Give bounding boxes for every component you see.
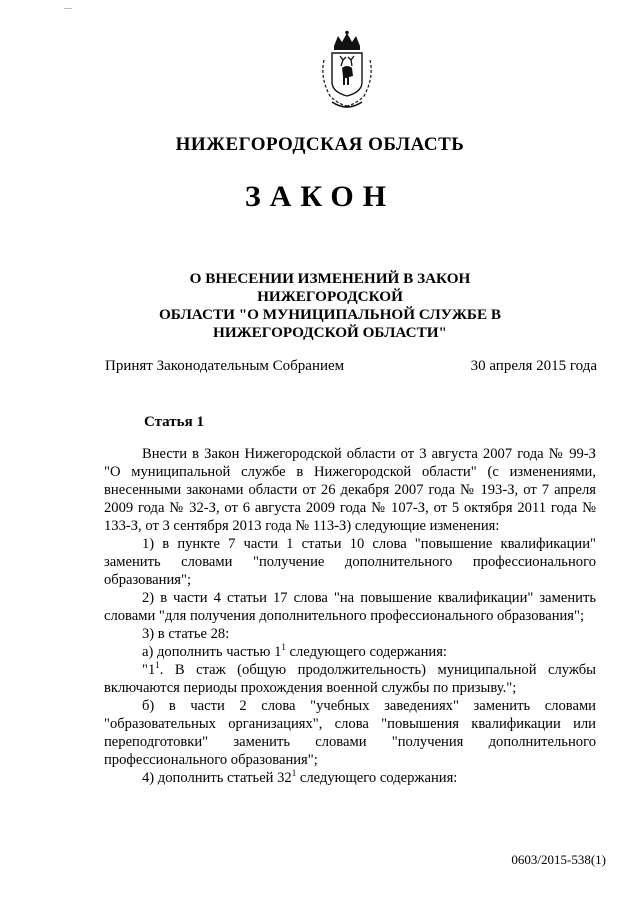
item-4-text: 4) дополнить статьей 32 [142,770,292,786]
paragraph-item-4 [104,769,596,787]
law-title-line: ОБЛАСТИ "О МУНИЦИПАЛЬНОЙ СЛУЖБЕ В [158,306,502,323]
document-number: 0603/2015-538(1) [511,852,606,867]
coat-of-arms-icon [312,30,382,116]
adoption-date: 30 апреля 2015 года [470,358,597,374]
item-3a-tail: следующего содержания: [285,644,447,660]
adoption-line [105,358,597,375]
article-body [104,445,596,787]
paragraph-intro: Внести в Закон Нижегородской области от 3 августа 2007 года № 99-З "О муниципальной службе в Нижегородской области" (с изменениями, внесенными законами области от 26 декабря 2007 года № 193-З, от 7 апреля 2009 года № 32-З, от 6 августа 2009 года № 107-З, от 5 октября 2011 года № 133-З, от 3 сентября 2013 года № 113-З) следующие изменения: [104,446,596,534]
item-4-tail: следующего содержания: [296,770,458,786]
paragraph-item-3: 3) в статье 28: [142,626,230,642]
paragraph-item-2: 2) в части 4 статьи 17 слова "на повышение квалификации" заменить словами "для получения дополнительного профессионального образования"; [104,590,596,624]
superscript: 1 [155,660,160,670]
superscript: 1 [291,768,297,778]
adopted-by: Принят Законодательным Собранием [105,358,345,374]
item-3a-text: а) дополнить частью 1 [142,644,282,660]
quote-start: "1 [142,662,156,678]
superscript: 1 [281,642,286,652]
region-heading: НИЖЕГОРОДСКАЯ ОБЛАСТЬ [175,134,465,155]
article-heading: Статья 1 [144,414,204,430]
document-type-heading: ЗАКОН [244,180,396,213]
law-title [120,270,540,342]
law-title-line: НИЖЕГОРОДСКОЙ ОБЛАСТИ" [213,324,447,341]
paragraph-item-1: 1) в пункте 7 части 1 статьи 10 слова "повышение квалификации" заменить словами "получение дополнительного профессионального образования"; [104,536,596,588]
law-title-line: О ВНЕСЕНИИ ИЗМЕНЕНИЙ В ЗАКОН НИЖЕГОРОДСКОЙ [189,270,471,305]
paragraph-quote [104,661,596,697]
quote-text: . В стаж (общую продолжительность) муниципальной службы включаются периоды прохождения военной службы по призыву."; [104,662,596,696]
paragraph-item-3b: б) в части 2 слова "учебных заведениях" заменить словами "образовательных организациях", слова "повышения квалификации или переподготовки" заменить словами "получения дополнительного профессионального образования"; [104,698,596,768]
scan-mark [64,8,72,9]
paragraph-item-3a [104,643,596,661]
